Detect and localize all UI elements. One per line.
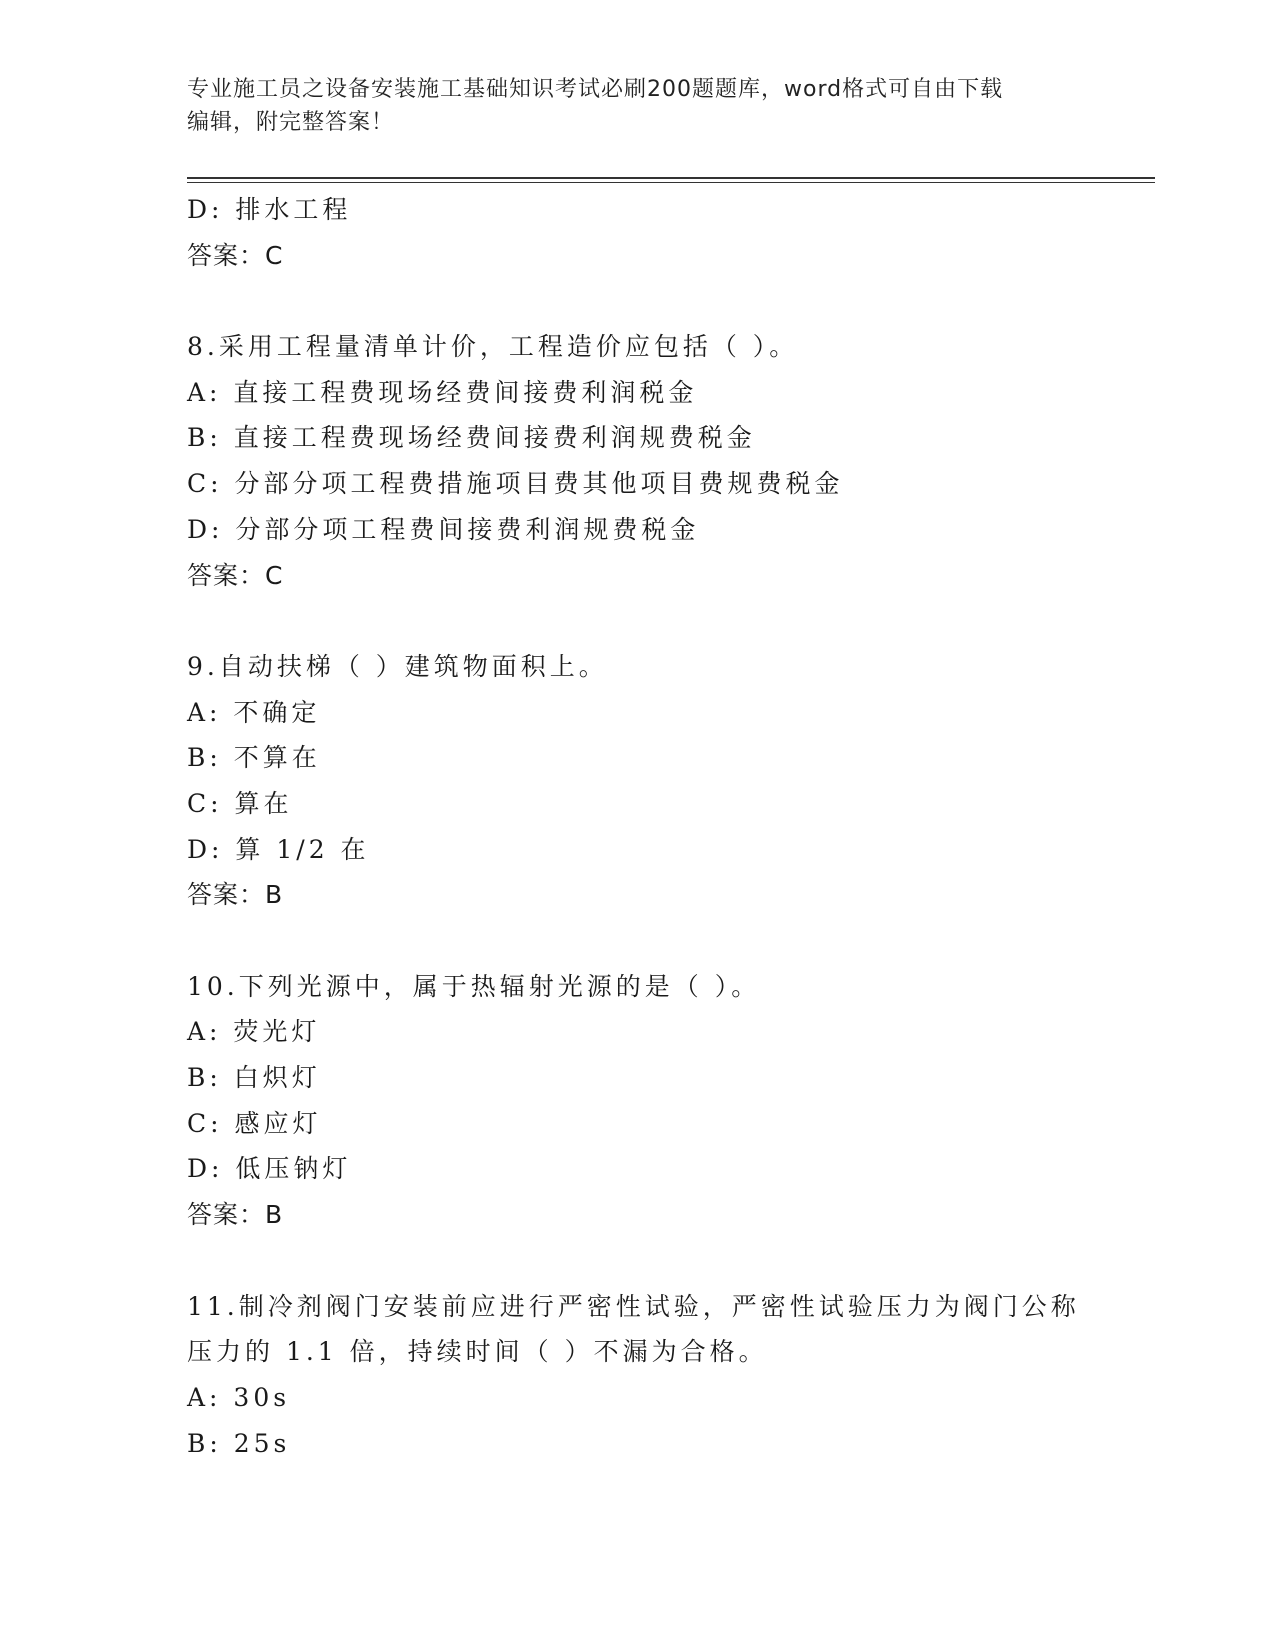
option-a: A: 直接工程费现场经费间接费利润税金 (187, 377, 698, 407)
question-block-7 (187, 187, 1087, 278)
block-spacer (187, 1238, 1087, 1284)
option-b: B: 直接工程费现场经费间接费利润规费税金 (187, 423, 756, 453)
option-c: C: 感应灯 (187, 1108, 322, 1138)
option-d: D: 算 1/2 在 (187, 834, 370, 864)
question-block-11 (187, 1284, 1087, 1467)
question-stem: 10.下列光源中，属于热辐射光源的是（ ）。 (187, 971, 761, 1001)
question-list (187, 187, 1087, 1466)
answer-line: 答案：B (187, 880, 284, 910)
answer-line: 答案：B (187, 1200, 284, 1230)
block-spacer (187, 278, 1087, 324)
question-block-8 (187, 324, 1087, 598)
option-d: D: 分部分项工程费间接费利润规费税金 (187, 514, 700, 544)
option-d: D: 低压钠灯 (187, 1154, 352, 1184)
question-stem: 9.自动扶梯（ ）建筑物面积上。 (187, 651, 608, 681)
question-stem: 8.采用工程量清单计价，工程造价应包括（ ）。 (187, 332, 799, 362)
answer-line: 答案：C (187, 560, 284, 590)
question-stem-continued: 压力的 1.1 倍，持续时间（ ）不漏为合格。 (187, 1337, 768, 1367)
question-stem: 11.制冷剂阀门安装前应进行严密性试验，严密性试验压力为阀门公称 (187, 1291, 1080, 1321)
option-b: B: 25s (187, 1428, 291, 1458)
question-block-10 (187, 964, 1087, 1238)
block-spacer (187, 918, 1087, 964)
question-block-9 (187, 644, 1087, 918)
header-divider-thin (187, 182, 1155, 183)
option-a: A: 不确定 (187, 697, 321, 727)
option-c: C: 算在 (187, 788, 293, 818)
answer-line: 答案：C (187, 240, 284, 270)
option-b: B: 不算在 (187, 743, 321, 773)
option-d: D: 排水工程 (187, 195, 352, 224)
header-line-2: 编辑，附完整答案！ (187, 110, 395, 135)
option-a: A: 荧光灯 (187, 1017, 321, 1047)
document-header (187, 73, 1087, 139)
option-b: B: 白炽灯 (187, 1063, 321, 1093)
header-line-1: 专业施工员之设备安装施工基础知识考试必刷200题题库，word格式可自由下载 (187, 77, 1004, 102)
option-c: C: 分部分项工程费措施项目费其他项目费规费税金 (187, 469, 844, 499)
block-spacer (187, 598, 1087, 644)
header-divider-thick (187, 177, 1155, 179)
option-a: A: 30s (187, 1382, 291, 1412)
